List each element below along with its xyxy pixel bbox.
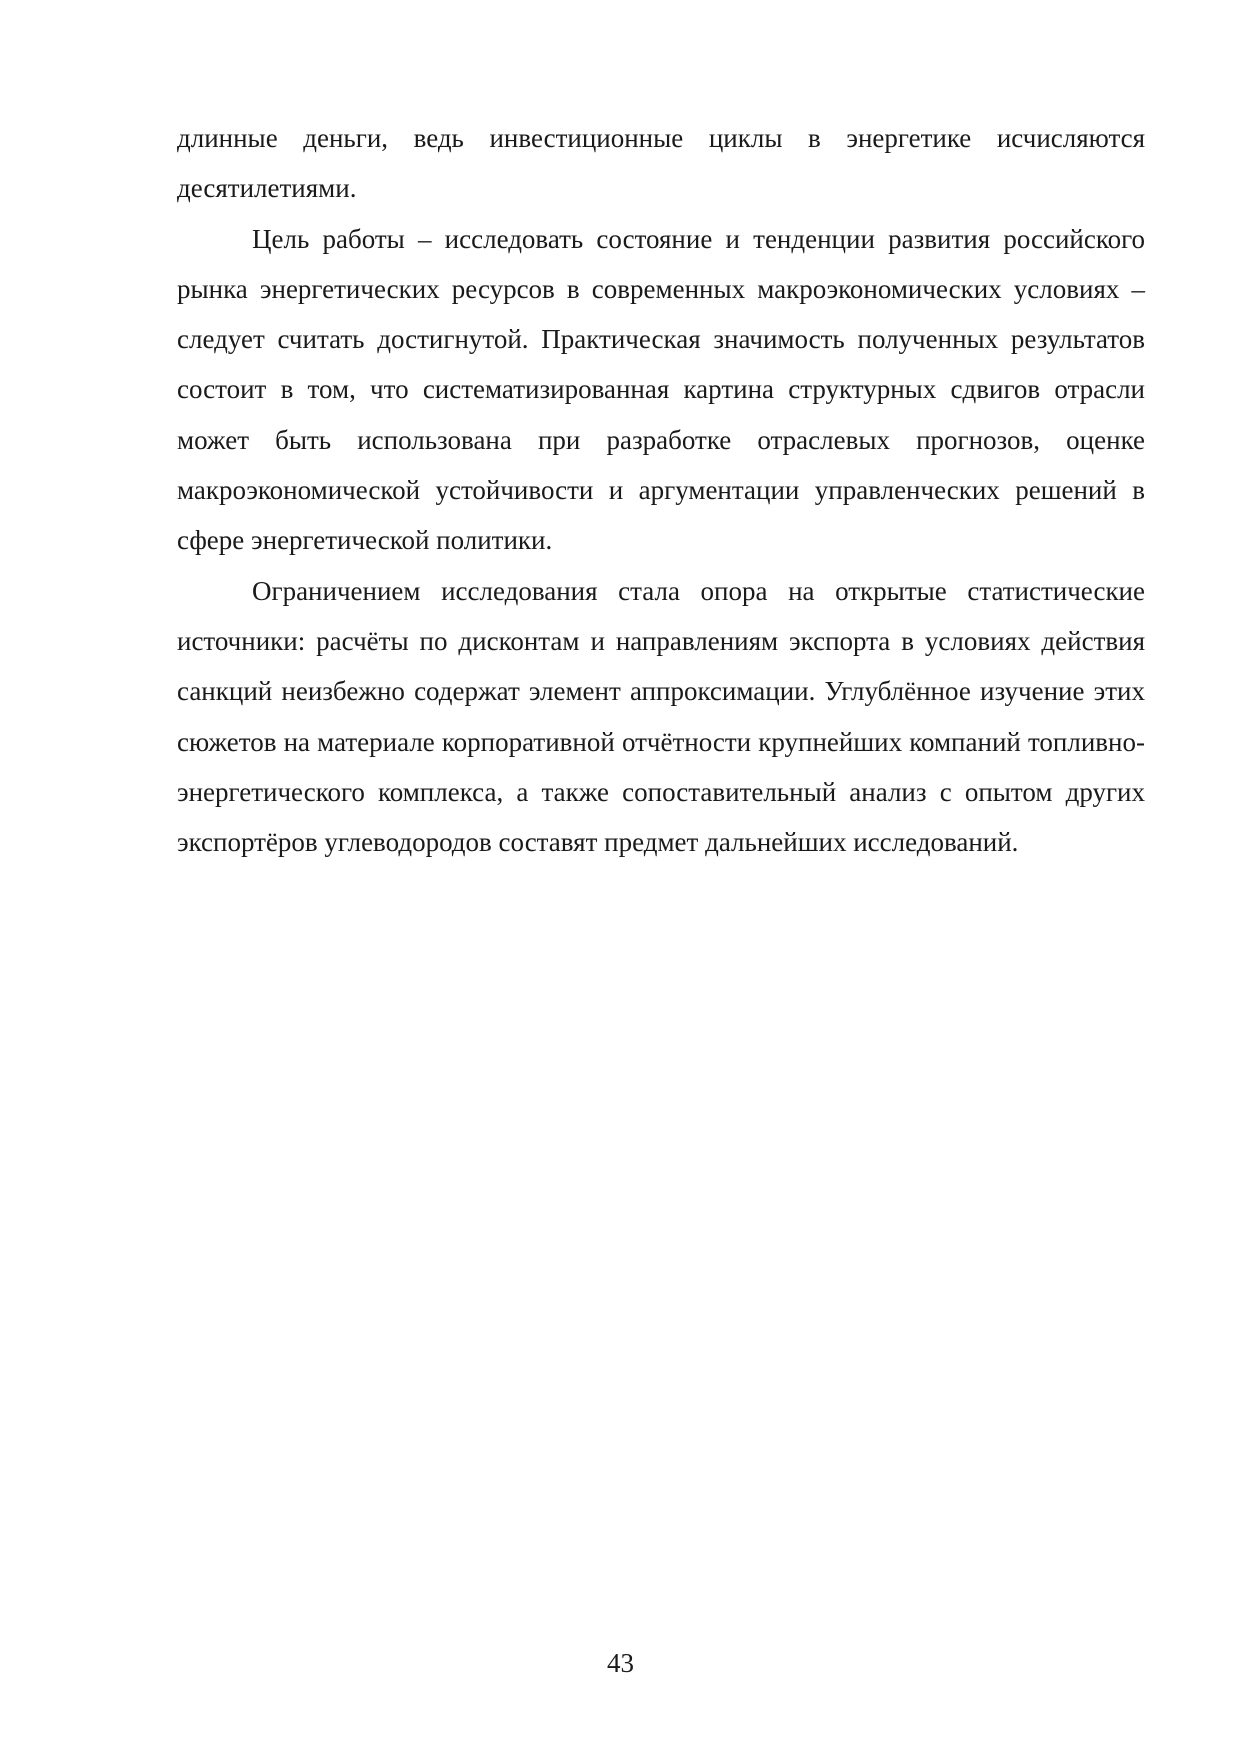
body-text <box>177 113 1145 867</box>
paragraph-continuation: длинные деньги, ведь инвестиционные циклы в энергетике исчисляются десятилетиями. <box>177 123 1145 204</box>
paragraph-limitations: Ограничением исследования стала опора на открытые статистические источники: расчёты по дисконтам и направлениям экспорта в условиях действия санкций неизбежно содержат элемент аппроксимации. Углублённое изучение этих сюжетов на материале корпоративной отчётности крупнейших компаний топливно-энергетического комплекса, а также сопоставительный анализ с опытом других экспортёров углеводородов составят предмет дальнейших исследований. <box>177 575 1145 858</box>
paragraph-goal: Цель работы – исследовать состояние и тенденции развития российского рынка энергетических ресурсов в современных макроэкономических условиях – следует считать достигнутой. Практическая значимость полученных результатов состоит в том, что систематизированная картина структурных сдвигов отрасли может быть использована при разработке отраслевых прогнозов, оценке макроэкономической устойчивости и аргументации управленческих решений в сфере энергетической политики. <box>177 223 1145 556</box>
page-number: 43 <box>607 1648 634 1678</box>
